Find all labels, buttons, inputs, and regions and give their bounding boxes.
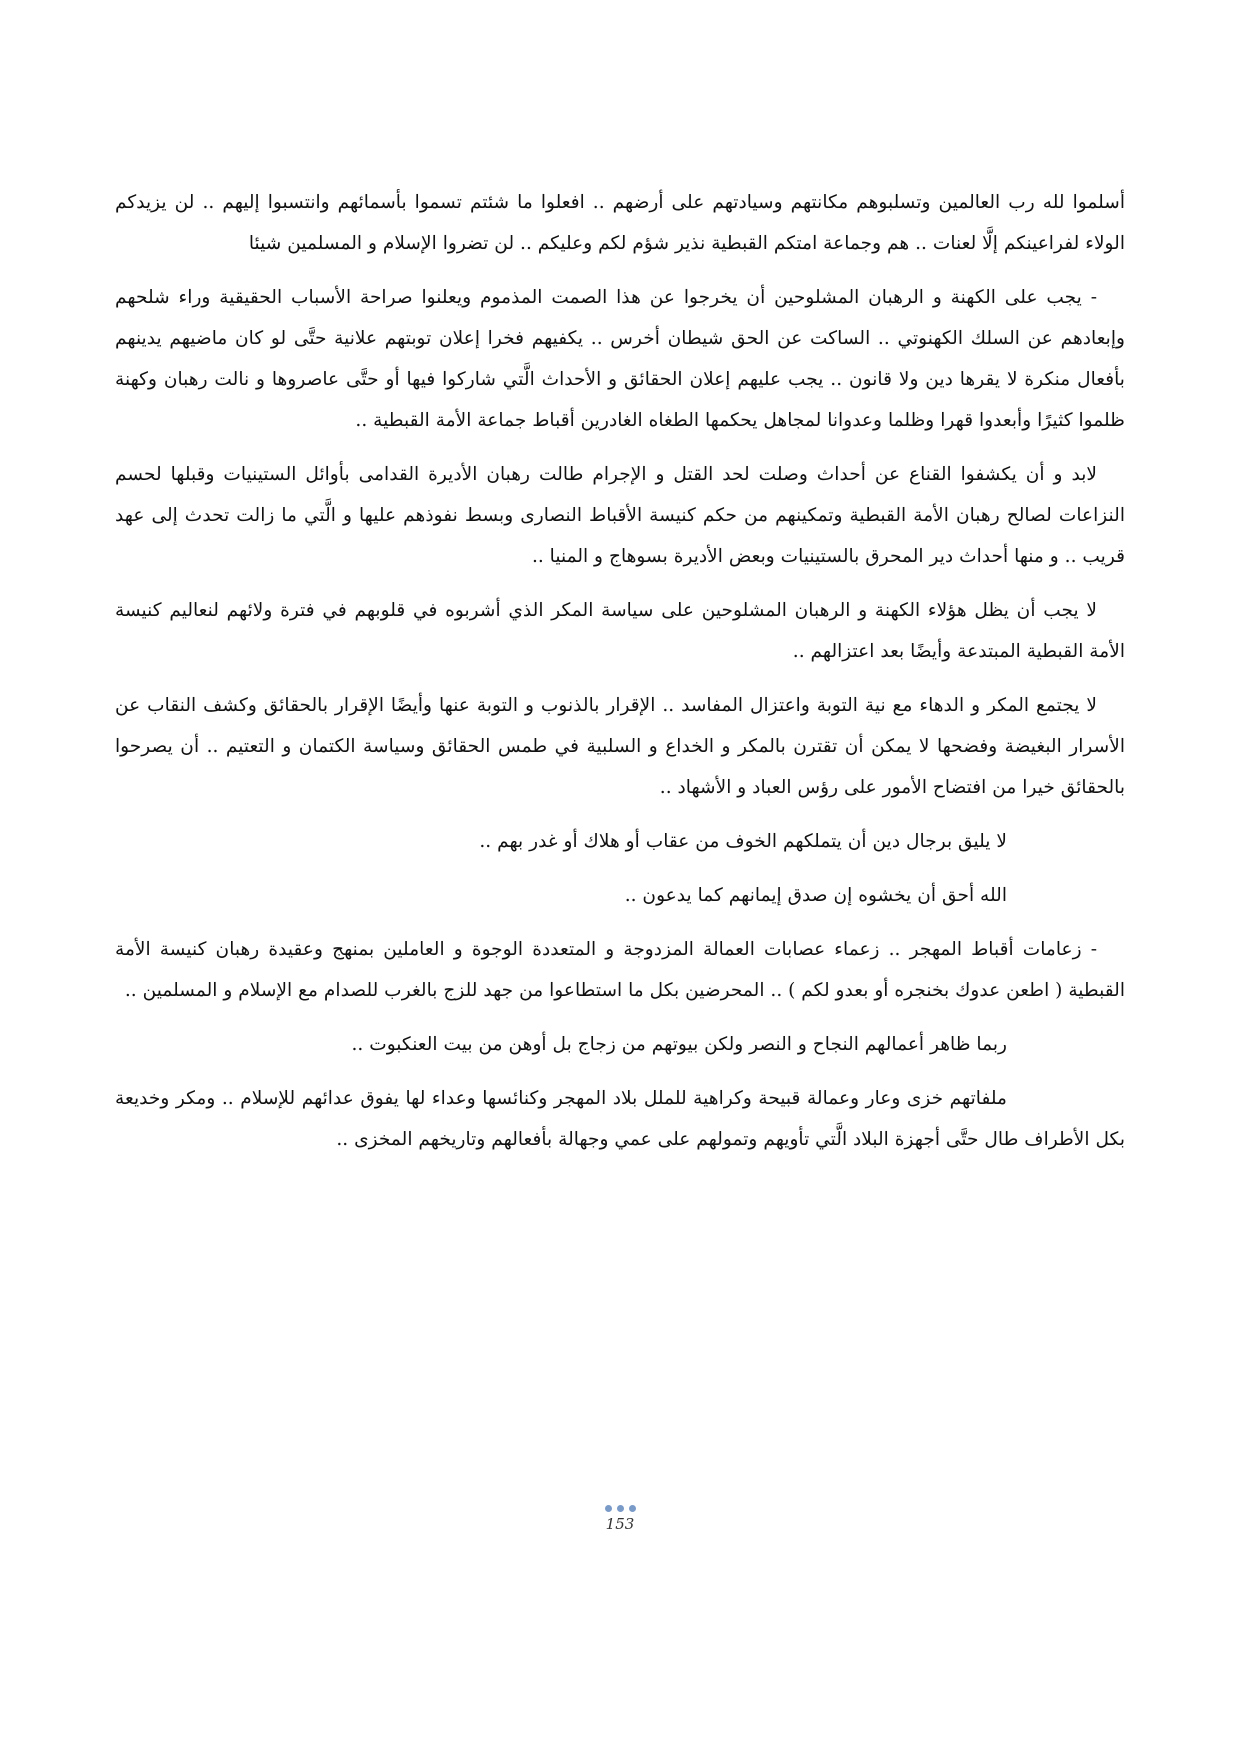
page-footer	[0, 1503, 1240, 1533]
paragraph-2: - يجب على الكهنة و الرهبان المشلوحين أن يخرجوا عن هذا الصمت المذموم ويعلنوا صراحة الأسباب الحقيقية وراء شلحهم وإبعادهم عن السلك الكهنوتي .. الساكت عن الحق شيطان أخرس .. يكفيهم فخرا إعلان توبتهم علانية حتَّى لو كان ماضيهم يدينهم بأفعال منكرة لا يقرها دين ولا قانون .. يجب عليهم إعلان الحقائق و الأحداث الَّتي شاركوا فيها أو حتَّى عاصروها و نالت رهبان وكهنة ظلموا كثيرًا وأبعدوا قهرا وظلما وعدوانا لمجاهل يحكمها الطغاه الغادرين أقباط جماعة الأمة القبطية ..	[115, 287, 1125, 431]
ornament-dot	[605, 1505, 612, 1512]
paragraph-9: ربما ظاهر أعمالهم النجاح و النصر ولكن بيوتهم من زجاج بل أوهن من بيت العنكبوت ..	[351, 1034, 1007, 1055]
paragraph-1: أسلموا لله رب العالمين وتسلبوهم مكانتهم وسيادتهم على أرضهم .. افعلوا ما شئتم تسموا بأسمائهم وانتسبوا إليهم .. لن يزيدكم الولاء لفراعينكم إلَّا لعنات .. هم وجماعة امتكم القبطية نذير شؤم لكم وعليكم .. لن تضروا الإسلام و المسلمين شيئا	[115, 192, 1125, 254]
page-number: 153	[605, 1515, 635, 1533]
paragraph-3: لابد و أن يكشفوا القناع عن أحداث وصلت لحد القتل و الإجرام طالت رهبان الأديرة القدامى بأوائل الستينيات وقبلها لحسم النزاعات لصالح رهبان الأمة القبطية وتمكينهم من حكم كنيسة الأقباط النصارى وبسط نفوذهم عليها و الَّتي ما زالت تحدث إلى عهد قريب .. و منها أحداث دير المحرق بالستينيات وبعض الأديرة بسوهاج و المنيا ..	[115, 464, 1125, 567]
paragraph-5: لا يجتمع المكر و الدهاء مع نية التوبة واعتزال المفاسد .. الإقرار بالذنوب و التوبة عنها وأيضًا الإقرار بالحقائق وكشف النقاب عن الأسرار البغيضة وفضحها لا يمكن أن تقترن بالمكر و الخداع و السلبية في طمس الحقائق وسياسة الكتمان و التعتيم .. أن يصرحوا بالحقائق خيرا من افتضاح الأمور على رؤس العباد و الأشهاد ..	[115, 695, 1125, 798]
paragraph-8: - زعامات أقباط المهجر .. زعماء عصابات العمالة المزدوجة و المتعددة الوجوة و العاملين بمنهج وعقيدة رهبان كنيسة الأمة القبطية ( اطعن عدوك بخنجره أو بعدو لكم ) .. المحرضين بكل ما استطاعوا من جهد للزج بالغرب للصدام مع الإسلام و المسلمين ..	[115, 939, 1125, 1001]
paragraph-4: لا يجب أن يظل هؤلاء الكهنة و الرهبان المشلوحين على سياسة المكر الذي أشربوه في قلوبهم في فترة ولائهم لنعاليم كنيسة الأمة القبطية المبتدعة وأيضًا بعد اعتزالهم ..	[115, 600, 1125, 662]
ornament-dot	[617, 1505, 624, 1512]
paragraph-10: ملفاتهم خزى وعار وعمالة قبيحة وكراهية للملل بلاد المهجر وكنائسها وعداء لها يفوق عدائهم للإسلام .. ومكر وخديعة بكل الأطراف طال حتَّى أجهزة البلاد الَّتي تأويهم وتمولهم على عمي وجهالة بأفعالهم وتاريخهم المخزى ..	[115, 1088, 1125, 1150]
document-body	[115, 182, 1125, 1173]
page-ornament-dots	[0, 1503, 1240, 1513]
ornament-dot	[629, 1505, 636, 1512]
paragraph-6: لا يليق برجال دين أن يتملكهم الخوف من عقاب أو هلاك أو غدر بهم ..	[479, 831, 1007, 852]
paragraph-7: الله أحق أن يخشوه إن صدق إيمانهم كما يدعون ..	[624, 885, 1007, 906]
